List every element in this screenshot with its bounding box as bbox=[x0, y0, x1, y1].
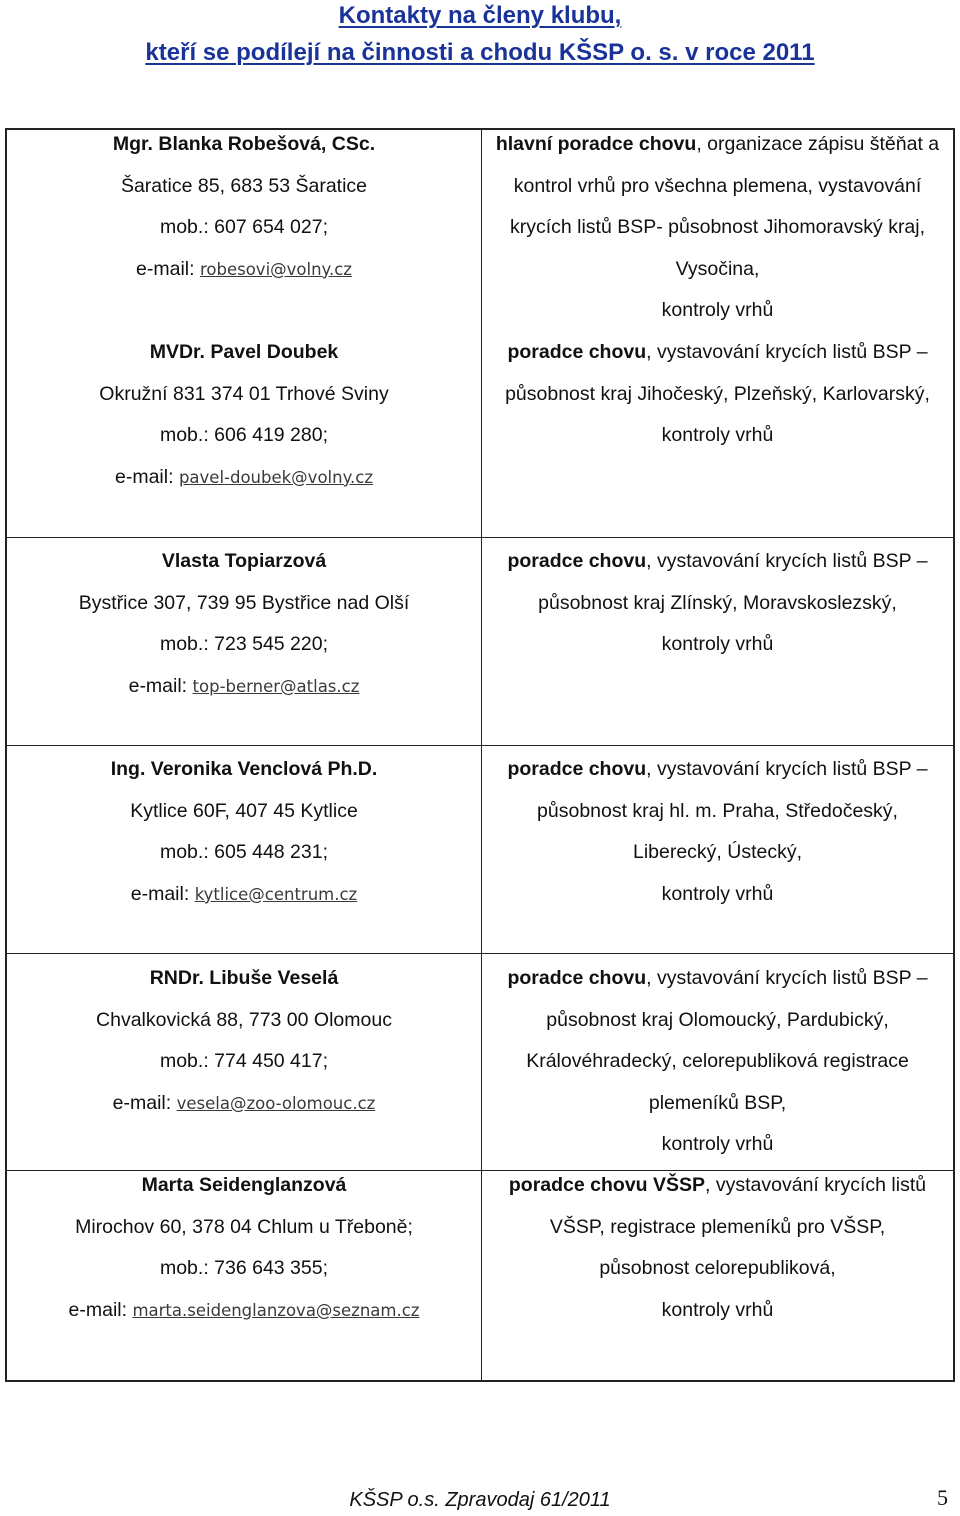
text-line bbox=[7, 124, 481, 166]
text-line bbox=[7, 1165, 481, 1207]
emphasis-text: hlavní poradce chovu bbox=[495, 133, 697, 155]
line-text: VŠSP, registrace plemeníků pro VŠSP, bbox=[549, 1215, 886, 1238]
role-cell bbox=[482, 130, 953, 537]
text-line bbox=[482, 832, 953, 874]
line-text: působnost celorepubliková, bbox=[599, 1257, 836, 1280]
line-text: Vysočina, bbox=[675, 257, 760, 280]
role-cell bbox=[482, 538, 953, 745]
text-line bbox=[482, 624, 953, 666]
line-text: e-mail: bbox=[115, 465, 179, 488]
line-text: Liberecký, Ústecký, bbox=[632, 841, 803, 864]
text-line bbox=[7, 1083, 481, 1125]
line-text: mob.: 607 654 027; bbox=[159, 216, 329, 239]
contact-name: Marta Seidenglanzová bbox=[141, 1174, 347, 1196]
contact-name: Mgr. Blanka Robešová, CSc. bbox=[112, 133, 376, 155]
text-line bbox=[7, 583, 481, 625]
text-line bbox=[482, 1124, 953, 1166]
line-text: , vystavování krycích listů BSP – bbox=[646, 758, 928, 780]
cell-content bbox=[7, 1165, 481, 1331]
email-link[interactable]: vesela@zoo-olomouc.cz bbox=[176, 1093, 376, 1113]
contact-row bbox=[7, 953, 953, 1170]
footer-publication: KŠSP o.s. Zpravodaj 61/2011 bbox=[349, 1489, 611, 1511]
text-line bbox=[482, 166, 953, 208]
title-text-2: kteří se podílejí na činnosti a chodu KŠSP o. s. v roce 2011 bbox=[145, 39, 815, 66]
line-text: mob.: 774 450 417; bbox=[159, 1050, 329, 1073]
line-text: kontroly vrhů bbox=[661, 633, 774, 656]
text-line bbox=[482, 249, 953, 291]
text-line bbox=[7, 374, 481, 416]
blank-line bbox=[7, 290, 481, 332]
line-text: mob.: 605 448 231; bbox=[159, 841, 329, 864]
contact-cell bbox=[7, 746, 482, 953]
email-link[interactable]: pavel-doubek@volny.cz bbox=[178, 467, 373, 487]
emphasis-text: MVDr. Pavel Doubek bbox=[149, 340, 339, 363]
cell-content bbox=[7, 749, 481, 915]
text-line bbox=[482, 332, 953, 374]
line-text: e-mail: bbox=[136, 257, 200, 280]
line-text: kontroly vrhů bbox=[661, 299, 774, 322]
text-line bbox=[482, 791, 953, 833]
contact-name: Vlasta Topiarzová bbox=[161, 550, 327, 572]
text-line bbox=[7, 249, 481, 291]
text-line bbox=[7, 1041, 481, 1083]
contact-cell bbox=[7, 954, 482, 1170]
contact-name: RNDr. Libuše Veselá bbox=[149, 967, 339, 989]
line-text: krycích listů BSP- působnost Jihomoravský kraj, bbox=[509, 216, 926, 239]
line-text: Chvalkovická 88, 773 00 Olomouc bbox=[96, 1008, 392, 1031]
text-line bbox=[482, 1041, 953, 1083]
contact-row bbox=[7, 130, 953, 537]
cell-content bbox=[482, 1165, 953, 1331]
text-line bbox=[7, 791, 481, 833]
line-text: kontrol vrhů pro všechna plemena, vystavování bbox=[513, 174, 922, 197]
email-link[interactable]: top-berner@atlas.cz bbox=[192, 676, 360, 696]
line-text: e-mail: bbox=[130, 882, 195, 905]
line-text: působnost kraj Olomoucký, Pardubický, bbox=[546, 1008, 889, 1031]
line-text: Kytlice 60F, 407 45 Kytlice bbox=[130, 799, 358, 822]
line-text: kontroly vrhů bbox=[661, 882, 774, 905]
emphasis-text: poradce chovu bbox=[507, 550, 647, 572]
role-cell bbox=[482, 746, 953, 953]
line-text: Okružní 831 374 01 Trhové Sviny bbox=[99, 382, 389, 405]
contact-row bbox=[7, 1170, 953, 1380]
contacts-table bbox=[5, 128, 955, 1382]
cell-content bbox=[482, 749, 953, 915]
line-text: , vystavování krycích listů BSP – bbox=[646, 967, 928, 989]
text-line bbox=[7, 1290, 481, 1332]
text-line bbox=[482, 207, 953, 249]
text-line bbox=[7, 958, 481, 1000]
text-line bbox=[7, 624, 481, 666]
text-line bbox=[7, 457, 481, 499]
text-line bbox=[7, 541, 481, 583]
text-line bbox=[7, 1000, 481, 1042]
emphasis-text: poradce chovu bbox=[507, 340, 647, 363]
cell-content bbox=[7, 124, 481, 498]
text-line bbox=[7, 1248, 481, 1290]
line-text: , vystavování krycích listů BSP – bbox=[646, 550, 928, 572]
text-line bbox=[7, 874, 481, 916]
contact-cell bbox=[7, 538, 482, 745]
line-text: působnost kraj Zlínský, Moravskoslezský, bbox=[538, 591, 897, 614]
page-number: 5 bbox=[937, 1485, 948, 1510]
line-text: Šaratice 85, 683 53 Šaratice bbox=[120, 174, 368, 197]
contact-cell bbox=[7, 130, 482, 537]
line-text: mob.: 606 419 280; bbox=[159, 424, 329, 447]
contact-name: Ing. Veronika Venclová Ph.D. bbox=[110, 758, 378, 780]
line-text: mob.: 723 545 220; bbox=[159, 633, 329, 656]
title-text-1: Kontakty na členy klubu, bbox=[338, 2, 622, 29]
text-line bbox=[482, 1248, 953, 1290]
text-line bbox=[482, 124, 953, 166]
text-line bbox=[7, 832, 481, 874]
line-text: kontroly vrhů bbox=[661, 424, 774, 447]
text-line bbox=[7, 207, 481, 249]
email-link[interactable]: robesovi@volny.cz bbox=[199, 259, 352, 279]
line-text: kontroly vrhů bbox=[661, 1298, 774, 1321]
line-text: , vystavování krycích listů BSP – bbox=[646, 340, 928, 363]
text-line bbox=[7, 332, 481, 374]
contact-cell bbox=[7, 1171, 482, 1380]
email-link[interactable]: kytlice@centrum.cz bbox=[194, 884, 358, 904]
line-text: působnost kraj hl. m. Praha, Středočeský, bbox=[537, 799, 898, 822]
text-line bbox=[7, 749, 481, 791]
role-cell bbox=[482, 1171, 953, 1380]
text-line bbox=[482, 1165, 953, 1207]
role-cell bbox=[482, 954, 953, 1170]
text-line bbox=[482, 415, 953, 457]
cell-content bbox=[7, 958, 481, 1124]
line-text: e-mail: bbox=[128, 674, 193, 697]
emphasis-text: poradce chovu bbox=[507, 967, 647, 989]
cell-content bbox=[482, 958, 953, 1166]
emphasis-text: poradce chovu VŠSP bbox=[508, 1174, 706, 1196]
title-line-1 bbox=[0, 0, 960, 34]
line-text: kontroly vrhů bbox=[661, 1133, 774, 1156]
text-line bbox=[482, 749, 953, 791]
text-line bbox=[482, 1000, 953, 1042]
line-text: , vystavování krycích listů bbox=[705, 1174, 927, 1196]
text-line bbox=[7, 415, 481, 457]
cell-content bbox=[482, 124, 953, 457]
cell-content bbox=[482, 541, 953, 666]
line-text: Bystřice 307, 739 95 Bystřice nad Olší bbox=[78, 591, 410, 614]
text-line bbox=[482, 1083, 953, 1125]
line-text: mob.: 736 643 355; bbox=[159, 1257, 329, 1280]
text-line bbox=[7, 666, 481, 708]
text-line bbox=[482, 583, 953, 625]
text-line bbox=[482, 1290, 953, 1332]
line-text: e-mail: bbox=[68, 1298, 133, 1321]
text-line bbox=[482, 958, 953, 1000]
email-link[interactable]: marta.seidenglanzova@seznam.cz bbox=[132, 1300, 420, 1320]
title-line-2 bbox=[0, 34, 960, 71]
line-text: e-mail: bbox=[112, 1091, 177, 1114]
cell-content bbox=[7, 541, 481, 707]
contact-row bbox=[7, 537, 953, 745]
text-line bbox=[7, 166, 481, 208]
line-text: plemeníků BSP, bbox=[648, 1091, 787, 1114]
text-line bbox=[482, 1207, 953, 1249]
line-text: působnost kraj Jihočeský, Plzeňský, Karlovarský, bbox=[505, 382, 930, 405]
contact-row bbox=[7, 745, 953, 953]
emphasis-text: poradce chovu bbox=[507, 758, 647, 780]
text-line bbox=[7, 1207, 481, 1249]
line-text: Královéhradecký, celorepubliková registrace bbox=[526, 1050, 909, 1073]
line-text: Mirochov 60, 378 04 Chlum u Třeboně; bbox=[75, 1215, 413, 1238]
line-text: , organizace zápisu štěňat a bbox=[696, 133, 940, 155]
text-line bbox=[482, 374, 953, 416]
text-line bbox=[482, 541, 953, 583]
text-line bbox=[482, 874, 953, 916]
page-title-block bbox=[0, 0, 960, 71]
text-line bbox=[482, 290, 953, 332]
